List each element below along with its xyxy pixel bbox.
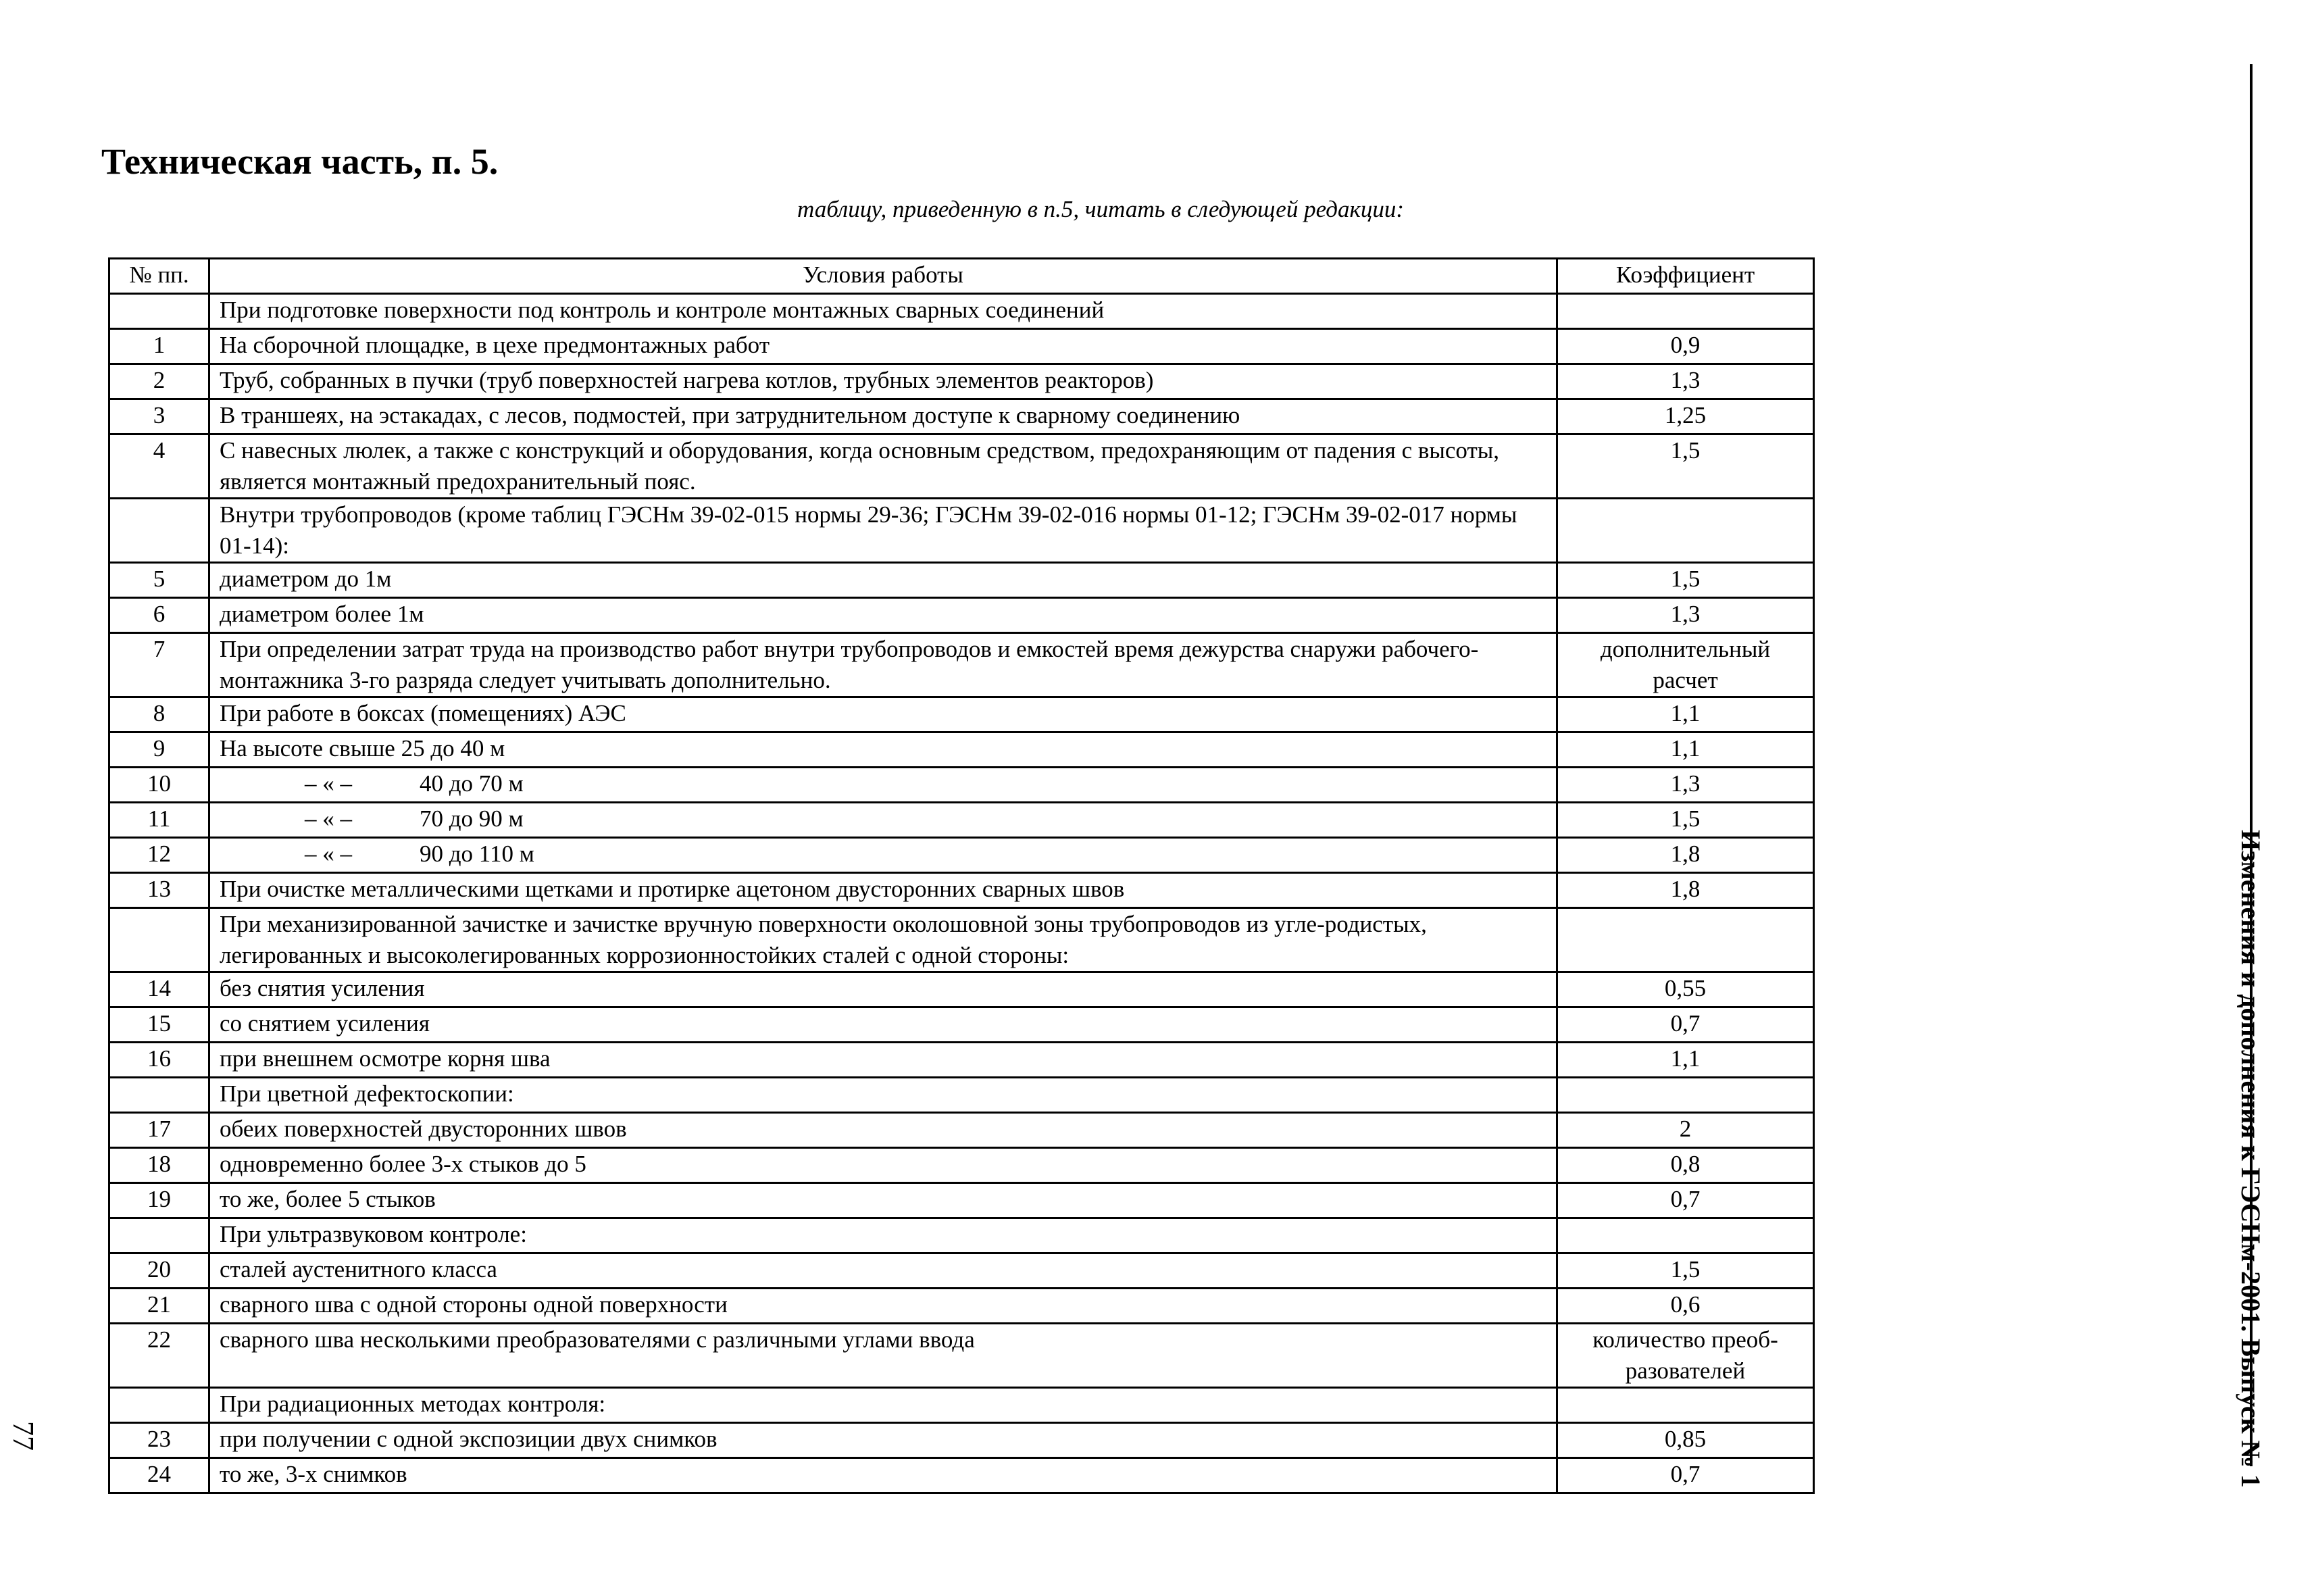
- row-coefficient: 1,8: [1557, 873, 1814, 908]
- row-condition: сварного шва несколькими преобразователями с различными углами ввода: [209, 1324, 1557, 1388]
- row-coefficient: 0,7: [1557, 1183, 1814, 1218]
- row-condition: сталей аустенитного класса: [209, 1253, 1557, 1289]
- row-number: 24: [109, 1458, 209, 1493]
- row-condition: [209, 838, 1557, 873]
- row-number: 17: [109, 1113, 209, 1148]
- row-condition: Труб, собранных в пучки (труб поверхностей нагрева котлов, трубных элементов реакторов): [209, 364, 1557, 399]
- table-row: [109, 633, 1814, 697]
- header-conditions: Условия работы: [209, 259, 1557, 294]
- header-number: № пп.: [109, 259, 209, 294]
- row-number: 5: [109, 563, 209, 598]
- row-coefficient: 0,6: [1557, 1289, 1814, 1324]
- table-row: [109, 1078, 1814, 1113]
- table-row: [109, 1148, 1814, 1183]
- table-row: [109, 364, 1814, 399]
- table-row: [109, 1183, 1814, 1218]
- table-row: [109, 908, 1814, 972]
- page-number: 77: [7, 1421, 40, 1451]
- row-condition: При подготовке поверхности под контроль и контроле монтажных сварных соединений: [209, 294, 1557, 329]
- row-number: 8: [109, 697, 209, 732]
- row-number: 14: [109, 972, 209, 1007]
- table-row: [109, 434, 1814, 499]
- row-coefficient: [1557, 499, 1814, 563]
- table-row: [109, 563, 1814, 598]
- row-condition: На сборочной площадке, в цехе предмонтажных работ: [209, 329, 1557, 364]
- row-condition-text: 70 до 90 м: [420, 805, 524, 832]
- row-number: 15: [109, 1007, 209, 1043]
- row-coefficient: 1,1: [1557, 732, 1814, 768]
- coefficients-table: [108, 257, 1815, 1494]
- row-condition: диаметром более 1м: [209, 598, 1557, 633]
- ditto-mark: – « –: [305, 841, 352, 867]
- row-number: 21: [109, 1289, 209, 1324]
- row-number: 18: [109, 1148, 209, 1183]
- row-condition: при получении с одной экспозиции двух снимков: [209, 1423, 1557, 1458]
- row-condition: [209, 803, 1557, 838]
- table-row: [109, 1289, 1814, 1324]
- row-condition: то же, более 5 стыков: [209, 1183, 1557, 1218]
- table-row: [109, 1043, 1814, 1078]
- row-coefficient: [1557, 1218, 1814, 1253]
- row-number: 6: [109, 598, 209, 633]
- row-number: 13: [109, 873, 209, 908]
- table-row: [109, 697, 1814, 732]
- row-number: 1: [109, 329, 209, 364]
- row-condition: В траншеях, на эстакадах, с лесов, подмостей, при затруднительном доступе к сварному соединению: [209, 399, 1557, 434]
- row-number: 22: [109, 1324, 209, 1388]
- row-condition: С навесных люлек, а также с конструкций и оборудования, когда основным средством, предохраняющим от падения с высоты, является монтажный предохранительный пояс.: [209, 434, 1557, 499]
- row-condition: На высоте свыше 25 до 40 м: [209, 732, 1557, 768]
- row-coefficient: 0,85: [1557, 1423, 1814, 1458]
- row-number: 7: [109, 633, 209, 697]
- row-number: 10: [109, 768, 209, 803]
- table-row: [109, 294, 1814, 329]
- row-coefficient: 0,9: [1557, 329, 1814, 364]
- row-coefficient: 1,5: [1557, 803, 1814, 838]
- row-condition: При радиационных методах контроля:: [209, 1388, 1557, 1423]
- header-coefficient: Коэффициент: [1557, 259, 1814, 294]
- table-row: [109, 399, 1814, 434]
- row-coefficient: [1557, 908, 1814, 972]
- row-number: 4: [109, 434, 209, 499]
- row-number: [109, 294, 209, 329]
- ditto-mark: – « –: [305, 770, 352, 797]
- row-coefficient: [1557, 1388, 1814, 1423]
- table-header-row: [109, 259, 1814, 294]
- row-number: 2: [109, 364, 209, 399]
- row-coefficient: 0,7: [1557, 1007, 1814, 1043]
- row-condition: При работе в боксах (помещениях) АЭС: [209, 697, 1557, 732]
- row-condition-text: 90 до 110 м: [420, 841, 534, 867]
- table-row: [109, 1218, 1814, 1253]
- table-body: [109, 294, 1814, 1493]
- table-row: [109, 1423, 1814, 1458]
- row-condition: При ультразвуковом контроле:: [209, 1218, 1557, 1253]
- row-coefficient: 1,1: [1557, 697, 1814, 732]
- row-condition: диаметром до 1м: [209, 563, 1557, 598]
- table-row: [109, 838, 1814, 873]
- row-coefficient: 0,8: [1557, 1148, 1814, 1183]
- row-condition: сварного шва с одной стороны одной поверхности: [209, 1289, 1557, 1324]
- table-row: [109, 1324, 1814, 1388]
- table-row: [109, 972, 1814, 1007]
- row-number: [109, 908, 209, 972]
- row-number: 23: [109, 1423, 209, 1458]
- table-row: [109, 803, 1814, 838]
- row-condition: со снятием усиления: [209, 1007, 1557, 1043]
- table-row: [109, 329, 1814, 364]
- ditto-mark: – « –: [305, 805, 352, 832]
- row-condition: обеих поверхностей двусторонних швов: [209, 1113, 1557, 1148]
- row-coefficient: 1,3: [1557, 768, 1814, 803]
- row-coefficient: 1,5: [1557, 1253, 1814, 1289]
- row-condition: При определении затрат труда на производство работ внутри трубопроводов и емкостей время дежурства снаружи рабочего-монтажника 3-го разряда следует учитывать дополнительно.: [209, 633, 1557, 697]
- side-caption: Изменения и дополнения к ГЭСНм-2001. Выпуск № 1: [2236, 830, 2266, 1488]
- row-number: 11: [109, 803, 209, 838]
- table-row: [109, 1253, 1814, 1289]
- row-coefficient: 1,8: [1557, 838, 1814, 873]
- table-row: [109, 732, 1814, 768]
- row-coefficient: 0,7: [1557, 1458, 1814, 1493]
- row-coefficient: 2: [1557, 1113, 1814, 1148]
- row-number: [109, 1078, 209, 1113]
- row-number: [109, 1388, 209, 1423]
- table-row: [109, 1007, 1814, 1043]
- row-condition: Внутри трубопроводов (кроме таблиц ГЭСНм 39-02-015 нормы 29-36; ГЭСНм 39-02-016 нормы 01-12; ГЭСНм 39-02-017 нормы 01-14):: [209, 499, 1557, 563]
- row-coefficient: 1,25: [1557, 399, 1814, 434]
- row-number: 12: [109, 838, 209, 873]
- row-condition: то же, 3-х снимков: [209, 1458, 1557, 1493]
- row-coefficient: 1,5: [1557, 434, 1814, 499]
- table-row: [109, 1388, 1814, 1423]
- row-coefficient: количество преоб-разователей: [1557, 1324, 1814, 1388]
- row-condition: одновременно более 3-х стыков до 5: [209, 1148, 1557, 1183]
- row-condition: При очистке металлическими щетками и протирке ацетоном двусторонних сварных швов: [209, 873, 1557, 908]
- row-coefficient: [1557, 294, 1814, 329]
- row-condition: [209, 768, 1557, 803]
- table-intro-note: таблицу, приведенную в п.5, читать в следующей редакции:: [797, 196, 1404, 222]
- page-heading: Техническая часть, п. 5.: [101, 141, 499, 182]
- row-coefficient: [1557, 1078, 1814, 1113]
- row-number: 19: [109, 1183, 209, 1218]
- table-row: [109, 598, 1814, 633]
- table-row: [109, 499, 1814, 563]
- row-coefficient: 1,3: [1557, 364, 1814, 399]
- row-coefficient: 0,55: [1557, 972, 1814, 1007]
- row-condition: без снятия усиления: [209, 972, 1557, 1007]
- row-number: 16: [109, 1043, 209, 1078]
- table-row: [109, 1458, 1814, 1493]
- row-coefficient: дополнительный расчет: [1557, 633, 1814, 697]
- row-number: [109, 499, 209, 563]
- row-coefficient: 1,5: [1557, 563, 1814, 598]
- row-condition-text: 40 до 70 м: [420, 770, 524, 797]
- row-number: 9: [109, 732, 209, 768]
- row-condition: При цветной дефектоскопии:: [209, 1078, 1557, 1113]
- row-coefficient: 1,1: [1557, 1043, 1814, 1078]
- row-condition: При механизированной зачистке и зачистке вручную поверхности околошовной зоны трубопроводов из угле-родистых, легированных и высоколегированных коррозионностойких сталей с одной стороны:: [209, 908, 1557, 972]
- row-number: 20: [109, 1253, 209, 1289]
- table-row: [109, 768, 1814, 803]
- row-coefficient: 1,3: [1557, 598, 1814, 633]
- table-row: [109, 1113, 1814, 1148]
- row-number: [109, 1218, 209, 1253]
- row-condition: при внешнем осмотре корня шва: [209, 1043, 1557, 1078]
- row-number: 3: [109, 399, 209, 434]
- table-row: [109, 873, 1814, 908]
